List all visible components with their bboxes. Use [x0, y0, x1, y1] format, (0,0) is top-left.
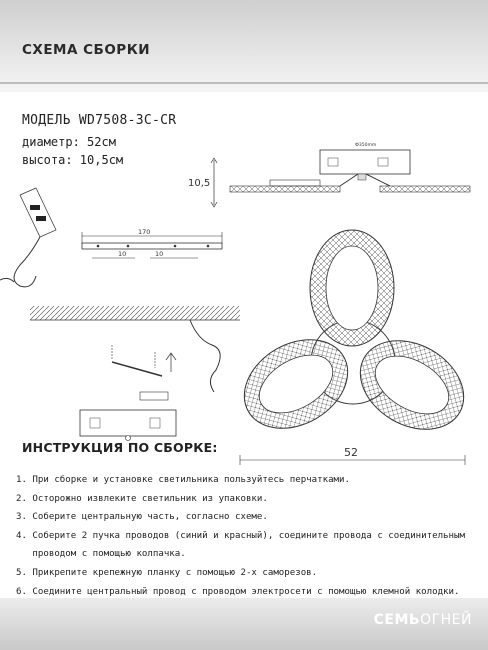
- brand-light: ОГНЕЙ: [420, 612, 472, 628]
- total-width-dim: 52: [344, 446, 358, 459]
- bracket-left-dim: 10: [118, 250, 127, 258]
- step-4: 4. Соберите 2 пучка проводов (синий и красный), соедините провода с соединительным: [16, 530, 465, 541]
- step-1: 1. При сборке и установке светильника пользуйтесь перчатками.: [16, 475, 350, 485]
- step-3: 3. Соберите центральную часть, согласно схеме.: [16, 512, 268, 523]
- side-height-dim: 10,5: [188, 178, 211, 189]
- step-2: 2. Осторожно извлеките светильник из упаковки.: [16, 493, 268, 504]
- side-view-diagram: [188, 142, 470, 207]
- ceiling-install-diagram: [30, 306, 240, 441]
- diameter-label: диаметр: 52см: [22, 135, 116, 149]
- step-4-cont: проводом с помощью колпачка.: [16, 549, 186, 560]
- bracket-length-dim: 170: [138, 228, 151, 236]
- height-label: высота: 10,5см: [22, 153, 124, 167]
- brand-bold: СЕМЬ: [373, 612, 421, 628]
- top-view-diagram: [228, 230, 479, 465]
- step-6: 6. Соедините центральный провод с проводом электросети с помощью клемной колодки.: [16, 586, 460, 597]
- brand-logo: [374, 612, 472, 628]
- instructions-list: [16, 471, 478, 601]
- plate-dim: Ф350mm: [355, 143, 377, 148]
- mounting-bracket-diagram: [82, 228, 222, 258]
- model-label: МОДЕЛЬ WD7508-3C-CR: [22, 113, 177, 128]
- wire-connection-detail: [0, 188, 56, 287]
- step-5: 5. Прикрепите крепежную планку с помощью 2-х саморезов.: [16, 567, 318, 578]
- page-title: СХЕМА СБОРКИ: [22, 42, 151, 58]
- bracket-right-dim: 10: [155, 250, 164, 258]
- instructions-title: ИНСТРУКЦИЯ ПО СБОРКЕ:: [22, 440, 218, 455]
